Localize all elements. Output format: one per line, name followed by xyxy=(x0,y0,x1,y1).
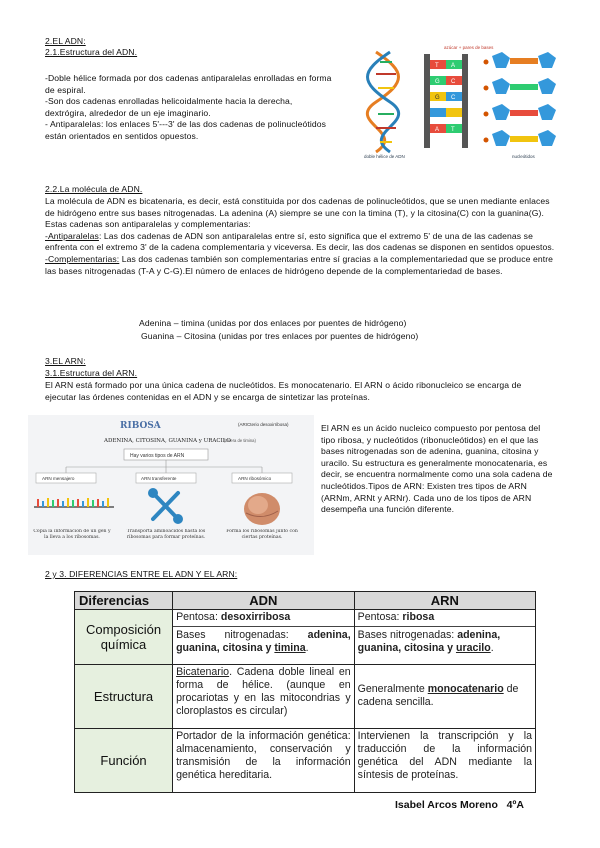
base-label: T xyxy=(451,127,455,133)
adn-bases-timina: timina xyxy=(274,642,306,654)
adn-pentosa-value: desoxirribosa xyxy=(220,611,291,623)
rna-figure xyxy=(28,415,314,555)
subtitle-molecula-adn: 2.2.La molécula de ADN. xyxy=(45,184,143,194)
cell-arn-estructura xyxy=(354,664,535,728)
rna-desc-mensajero: Copia la información de un gen y la lleva a los ribosomas. xyxy=(33,529,111,540)
differences-title: 2 y 3. DIFERENCIAS ENTRE EL ADN Y EL ARN: xyxy=(45,569,238,579)
arn-bases-end: . xyxy=(490,642,494,654)
adn-point-2: -Son dos cadenas enrolladas helicoidalmente hacia la derecha, dextrógira, alrededor de un eje imaginario. xyxy=(45,96,293,118)
base-label: G xyxy=(435,95,440,101)
adn-bases-end: . xyxy=(305,642,309,654)
table-header-row xyxy=(75,592,536,610)
table-row-composicion xyxy=(75,610,536,665)
arn-pentosa-label: Pentosa: xyxy=(357,611,403,623)
double-helix xyxy=(367,52,398,152)
antiparalelas-paragraph xyxy=(45,231,555,254)
molecula-adn-intro: La molécula de ADN es bicatenaria, es decir, está constituida por dos cadenas de polinucleótidos, que se unen mediante enlaces de hidrógeno entre sus bases nitrogenadas. La adenina (A) siempre se une con la timina (T), y la citosina(C) con la guanina(G). Estas cadenas son antiparalelas y complementarias: xyxy=(45,196,550,230)
header-adn: ADN xyxy=(173,592,355,610)
rna-type-transferente: ARN transferente xyxy=(141,476,177,481)
base-label: C xyxy=(451,95,456,101)
ribosome-icon xyxy=(244,493,280,525)
table-row-estructura xyxy=(75,664,536,728)
dna-top-label: azúcar + pares de bases xyxy=(444,45,494,50)
table-row-funcion xyxy=(75,728,536,792)
rna-desc-transferente: Transporta aminoácidos hasta los ribosomas para formar proteínas. xyxy=(126,529,206,540)
dna-bottom-left-label: doble hélice de ADN xyxy=(364,154,405,159)
arn-estructura-pre: Generalmente xyxy=(357,683,428,696)
adn-bicatenario: Bicatenario xyxy=(176,665,230,678)
base-pair-ladder xyxy=(424,54,468,148)
adn-bases-label: Bases nitrogenadas: xyxy=(176,629,308,641)
complementarias-text: Las dos cadenas también son complementarias entre sí gracias a la complementariedad que se produce entre las bases nitrogenadas (T-A y C-G).El número de enlaces de hidrógeno depende de la complementariedad de bases. xyxy=(45,253,554,276)
dna-illustration xyxy=(362,42,558,160)
arn-monocatenario: monocatenario xyxy=(427,683,504,696)
dna-bottom-right-label: nucleótidos xyxy=(512,154,535,159)
base-label: C xyxy=(451,79,456,85)
molecula-adn-text xyxy=(45,196,555,277)
row-label-funcion: Función xyxy=(75,728,173,792)
rna-bases-tag: (Fuera de timina) xyxy=(224,438,256,443)
cell-adn-composicion xyxy=(173,610,355,665)
author-grade: 4ºA xyxy=(506,799,524,811)
adn-point-3: - Antiparalelas: los enlaces 5'---3' de las dos cadenas de polinucleótidos están orientados en sentidos opuestos. xyxy=(45,119,327,141)
arn-bases-value: adenina, guanina, citosina y xyxy=(357,629,501,654)
mrna-strand-icon xyxy=(34,498,114,507)
author-name: Isabel Arcos Moreno xyxy=(395,799,498,811)
rna-title: RIBOSA xyxy=(120,421,161,431)
base-label: A xyxy=(435,127,440,133)
arn-pentosa-value: ribosa xyxy=(402,611,435,623)
header-arn: ARN xyxy=(354,592,535,610)
base-label: T xyxy=(435,63,439,69)
section-title-adn: 2.EL ADN: xyxy=(45,36,86,46)
section-title-arn: 3.EL ARN: xyxy=(45,356,86,366)
arn-pentosa xyxy=(358,611,532,624)
adn-bases xyxy=(176,629,351,655)
cell-adn-funcion: Portador de la información genética: almacenamiento, conservación y transmisión de la información genética hereditaria. xyxy=(173,728,355,792)
row-label-estructura: Estructura xyxy=(75,664,173,728)
arn-bases-label: Bases nitrogenadas: xyxy=(357,629,458,641)
base-label: G xyxy=(435,79,440,85)
adn-structure-text xyxy=(45,73,335,143)
cell-arn-composicion xyxy=(354,610,535,665)
arn-intro-text: El ARN está formado por una única cadena de nucleótidos. Es monocatenario. El ARN o ácido ribonucleico se encarga de ejecutar las órdenes contenidas en el ADN y se encarga de sintetizar las proteínas. xyxy=(45,380,522,402)
rna-subtitle: (ARICterio desoxirribosa) xyxy=(238,422,289,427)
rna-illustration xyxy=(28,415,314,555)
arn-bases-uracilo: uracilo xyxy=(455,642,491,654)
rna-type-ribosomico: ARN ribosómico xyxy=(238,476,272,481)
base-pair-at: Adenina – timina (unidas por dos enlaces por puentes de hidrógeno) xyxy=(139,318,407,328)
trna-icon xyxy=(150,490,181,522)
arn-bases xyxy=(358,629,532,655)
rna-type-mensajero: ARN mensajero xyxy=(42,476,75,481)
row-label-composicion: Composición química xyxy=(75,610,173,665)
antiparalelas-label: -Antiparalelas xyxy=(45,230,99,241)
arn-side-text: El ARN es un ácido nucleico compuesto por pentosa del tipo ribosa, y nucleótidos (ribonucleótidos) en el que las bases nitrogenadas son de adenina, guanina, citosina y uracilo. Su estructura es generalmente monocatenaria, es decir, se encuentra normalmente como una sola cadena de nucleótidos.Tipos de ARN: Existen tres tipos de ARN (ARNm, ARNt y ARNr). Cada uno de los tipos de ARN desempeña una función diferente. xyxy=(321,423,553,515)
subtitle-estructura-adn: 2.1.Estructura del ADN. xyxy=(45,47,138,57)
adn-pentosa xyxy=(176,611,351,624)
arn-estructura-post: de cadena sencilla. xyxy=(357,683,519,709)
subtitle-estructura-arn: 3.1.Estructura del ARN. xyxy=(45,368,138,378)
adn-pentosa-label: Pentosa: xyxy=(176,611,221,623)
cell-arn-funcion: Intervienen la transcripción y la traducción de la información genética del ADN mediante la síntesis de proteínas. xyxy=(354,728,535,792)
dna-figure xyxy=(362,42,558,160)
base-pair-gc: Guanina – Citosina (unidas por tres enlaces por puentes de hidrógeno) xyxy=(141,331,419,341)
header-diferencias: Diferencias xyxy=(75,592,173,610)
differences-table xyxy=(74,591,536,793)
adn-estructura-text: . Cadena doble lineal en forma de hélice. (aunque en procariotas y en las mitocondrias y cloroplastos es circular) xyxy=(176,665,351,717)
rna-types-label: Hay varios tipos de ARN xyxy=(130,453,185,459)
nucleotides-diagram xyxy=(484,52,557,146)
adn-bases-value: adenina, guanina, citosina y xyxy=(176,629,351,654)
complementarias-label: -Complementarias: xyxy=(45,253,120,264)
footer-author xyxy=(395,799,524,811)
rna-desc-ribosomico: Forma los ribosomas junto con ciertas proteínas. xyxy=(226,529,298,540)
base-label: A xyxy=(451,63,456,69)
rna-bases-line: ADENINA, CITOSINA, GUANINA y URACILO xyxy=(104,438,231,444)
complementarias-paragraph xyxy=(45,254,555,277)
antiparalelas-text: : Las dos cadenas de ADN son antiparalelas entre sí, esto significa que el extremo 5' de una de las cadenas se enfrenta con el extremo 3' de la cadena complementaria y viceversa. Es decir, las dos cadenas se disponen en sentidos opuestos. xyxy=(45,230,555,253)
adn-point-1: -Doble hélice formada por dos cadenas antiparalelas enrolladas en forma de espiral. xyxy=(45,73,332,95)
cell-adn-estructura xyxy=(173,664,355,728)
